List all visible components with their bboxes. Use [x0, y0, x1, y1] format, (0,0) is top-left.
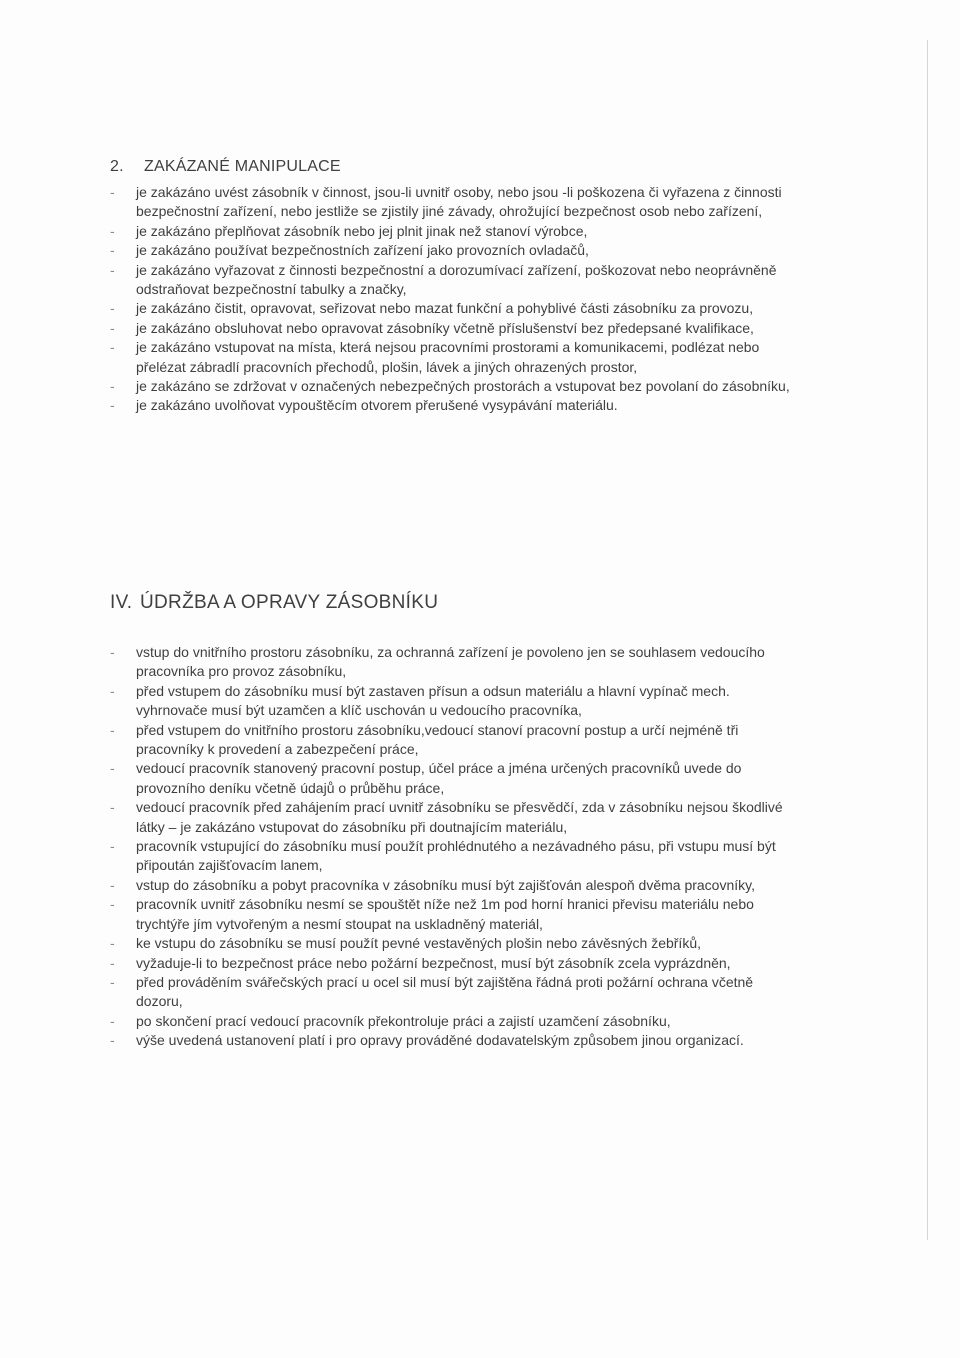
- list-item-text: před vstupem do zásobníku musí být zastaven přísun a odsun materiálu a hlavní vypínač mech. vyhrnovače musí být uzamčen a klíč uschován u vedoucího pracovníka,: [136, 682, 730, 719]
- section-4-list: [110, 643, 800, 1051]
- section-4-number: IV.: [110, 592, 133, 613]
- list-item-text: před prováděním svářečských prací u ocel sil musí být zajištěna řádná proti požární ochrana včetně dozoru,: [136, 973, 754, 1010]
- dash-bullet: -: [110, 1032, 115, 1049]
- list-item-text: je zakázáno obsluhovat nebo opravovat zásobníky včetně příslušenství bez předepsané kvalifikace,: [136, 319, 754, 336]
- list-item: [110, 377, 790, 396]
- section-4-title: ÚDRŽBA A OPRAVY ZÁSOBNÍKU: [140, 592, 439, 613]
- list-item: [110, 1031, 800, 1050]
- list-item-text: je zakázáno vstupovat na místa, která nejsou pracovními prostorami a komunikacemi, podlézat nebo přelézat zábradlí pracovních přechodů, plošin, lávek a jiných ohrazených prostor,: [136, 339, 760, 375]
- section-2-title: ZAKÁZANÉ MANIPULACE: [144, 158, 341, 175]
- list-item-text: je zakázáno uvést zásobník v činnost, jsou-li uvnitř osoby, nebo jsou -li poškozena či vyřazena z činnosti bezpečnostní zařízení, nebo jestliže se zjistily jiné závady, ohrožující bezpečnost osob nebo zařízení,: [136, 184, 782, 220]
- list-item: [110, 222, 790, 241]
- dash-bullet: -: [110, 319, 115, 336]
- list-item-text: před vstupem do vnitřního prostoru zásobníku,vedoucí stanoví pracovní postup a určí nejméně tři pracovníky k provedení a zabezpečení práce,: [136, 721, 739, 758]
- list-item-text: je zakázáno přeplňovat zásobník nebo jej plnit jinak než stanoví výrobce,: [136, 222, 588, 239]
- list-item-text: ke vstupu do zásobníku se musí použít pevné vestavěných plošin nebo závěsných žebříků,: [136, 935, 701, 952]
- section-2-number: 2.: [110, 158, 124, 175]
- list-item: [110, 876, 800, 895]
- list-item-text: je zakázáno vyřazovat z činnosti bezpečnostní a dorozumívací zařízení, poškozovat nebo neoprávněně odstraňovat bezpečnostní tabulky a značky,: [136, 261, 777, 298]
- list-item-text: vstup do zásobníku a pobyt pracovníka v zásobníku musí být zajišťován alespoň dvěma pracovníky,: [136, 876, 755, 893]
- dash-bullet: -: [110, 300, 115, 317]
- list-item: [110, 319, 790, 338]
- dash-bullet: -: [110, 876, 115, 893]
- list-item: [110, 299, 790, 318]
- section-2-heading: [110, 158, 341, 176]
- dash-bullet: -: [110, 760, 115, 777]
- dash-bullet: -: [110, 799, 115, 816]
- dash-bullet: -: [110, 838, 115, 855]
- dash-bullet: -: [110, 1012, 115, 1029]
- dash-bullet: -: [110, 954, 115, 971]
- dash-bullet: -: [110, 339, 115, 356]
- dash-bullet: -: [110, 261, 115, 278]
- list-item-text: pracovník uvnitř zásobníku nesmí se spouštět níže než 1m pod horní hranici převisu materiálu nebo trychtýře jím vytvořeným a nesmí stoupat na uskladněný materiál,: [136, 896, 754, 932]
- list-item-text: vedoucí pracovník stanovený pracovní postup, účel práce a jména určených pracovníků uvede do provozního deníku včetně údajů o průběhu práce,: [136, 760, 742, 796]
- list-item-text: po skončení prací vedoucí pracovník překontroluje práci a zajistí uzamčení zásobníku,: [136, 1012, 671, 1029]
- dash-bullet: -: [110, 378, 115, 395]
- list-item: [110, 241, 790, 260]
- dash-bullet: -: [110, 644, 115, 660]
- list-item: [110, 954, 800, 973]
- list-item: [110, 183, 790, 222]
- list-item: [110, 338, 790, 377]
- list-item: [110, 837, 800, 876]
- section-2-list: [110, 183, 790, 416]
- scan-edge-line: [927, 40, 928, 1240]
- list-item-text: je zakázáno používat bezpečnostních zařízení jako provozních ovladačů,: [136, 242, 589, 259]
- list-item: [110, 682, 800, 721]
- dash-bullet: -: [110, 242, 115, 259]
- list-item-text: je zakázáno se zdržovat v označených nebezpečných prostorách a vstupovat bez povolaní do zásobníku,: [136, 378, 790, 395]
- list-item: [110, 721, 800, 760]
- list-item: [110, 643, 800, 682]
- section-4-heading: [110, 592, 438, 614]
- dash-bullet: -: [110, 973, 115, 990]
- list-item: [110, 895, 800, 934]
- list-item-text: výše uvedená ustanovení platí i pro opravy prováděné dodavatelským způsobem jinou organizací.: [136, 1032, 744, 1049]
- list-item: [110, 934, 800, 953]
- dash-bullet: -: [110, 682, 115, 699]
- list-item: [110, 1012, 800, 1031]
- dash-bullet: -: [110, 935, 115, 952]
- dash-bullet: -: [110, 184, 115, 200]
- dash-bullet: -: [110, 896, 115, 913]
- dash-bullet: -: [110, 222, 115, 239]
- list-item: [110, 261, 790, 300]
- list-item-text: vstup do vnitřního prostoru zásobníku, za ochranná zařízení je povoleno jen se souhlasem vedoucího pracovníka pro provoz zásobníku,: [136, 644, 765, 680]
- list-item-text: je zakázáno uvolňovat vypouštěcím otvorem přerušené vysypávání materiálu.: [136, 397, 618, 414]
- dash-bullet: -: [110, 397, 115, 414]
- list-item-text: vyžaduje-li to bezpečnost práce nebo požární bezpečnost, musí být zásobník zcela vyprázdněn,: [136, 954, 731, 971]
- list-item: [110, 759, 800, 798]
- list-item: [110, 798, 800, 837]
- list-item-text: pracovník vstupující do zásobníku musí použít prohlédnutého a nezávadného pásu, při vstupu musí být připoután zajišťovacím lanem,: [136, 838, 776, 874]
- list-item: [110, 396, 790, 415]
- list-item-text: vedoucí pracovník před zahájením prací uvnitř zásobníku se přesvědčí, zda v zásobníku nejsou škodlivé látky – je zakázáno vstupovat do zásobníku při doutnajícím materiálu,: [136, 799, 783, 835]
- dash-bullet: -: [110, 721, 115, 738]
- list-item-text: je zakázáno čistit, opravovat, seřizovat nebo mazat funkční a pohyblivé části zásobníku za provozu,: [136, 300, 754, 317]
- list-item: [110, 973, 800, 1012]
